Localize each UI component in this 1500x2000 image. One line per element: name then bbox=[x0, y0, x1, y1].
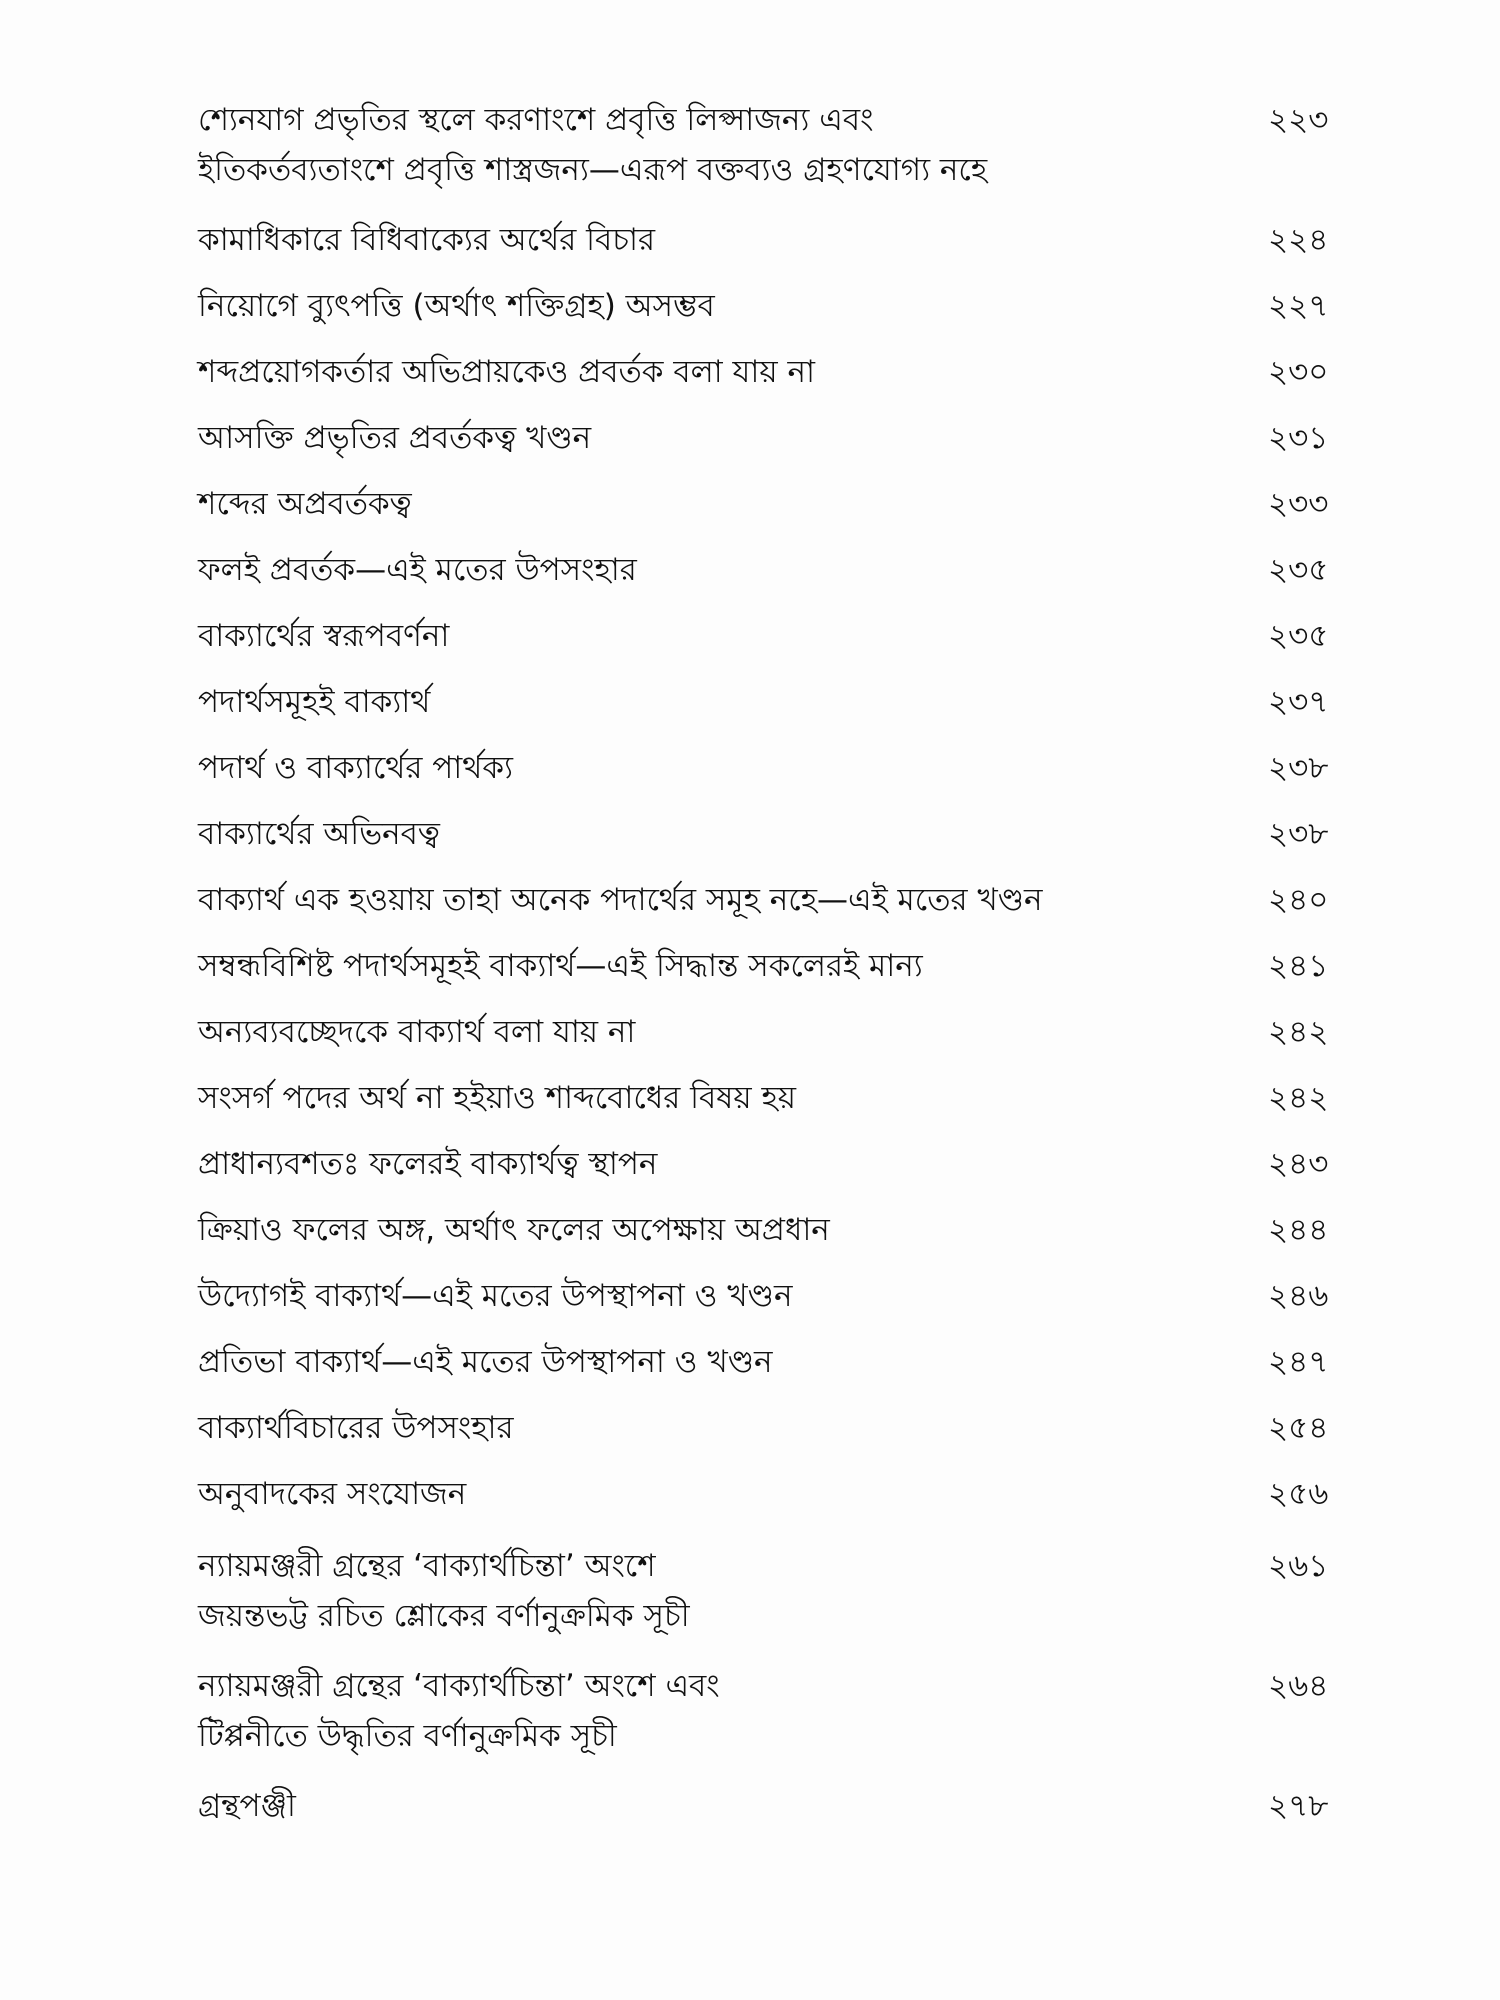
toc-entry-title-line: ইতিকর্তব্যতাংশে প্রবৃত্তি শাস্ত্রজন্য—এরূপ বক্তব্যও গ্রহণযোগ্য নহে bbox=[198, 152, 988, 188]
toc-entry-title bbox=[198, 1139, 657, 1189]
toc-entry-title-line: জয়ন্তভট্ট রচিত শ্লোকের বর্ণানুক্রমিক সূচী bbox=[198, 1598, 690, 1634]
toc-entry-page-number: ২৩৭ bbox=[1268, 684, 1329, 720]
toc-entry bbox=[198, 1781, 1348, 1847]
toc-entry bbox=[198, 611, 1348, 677]
toc-entry-page-number: ২২৭ bbox=[1268, 288, 1329, 324]
toc-entry-title bbox=[198, 1469, 466, 1519]
toc-entry-title bbox=[198, 809, 440, 859]
toc-entry bbox=[198, 479, 1348, 545]
toc-entry-title-line: গ্রন্থপঞ্জী bbox=[198, 1788, 296, 1824]
toc-entry-page-number: ২৩৩ bbox=[1268, 486, 1329, 522]
toc-entry-title-line: উদ্যোগই বাক্যার্থ—এই মতের উপস্থাপনা ও খণ্ডন bbox=[198, 1278, 793, 1314]
toc-entry-title-line: অনুবাদকের সংযোজন bbox=[198, 1476, 467, 1512]
toc-entry-title bbox=[198, 95, 987, 195]
toc-entry-title-line: প্রতিভা বাক্যার্থ—এই মতের উপস্থাপনা ও খণ্ডন bbox=[198, 1344, 773, 1380]
toc-entry-page-number: ২৫৪ bbox=[1268, 1410, 1329, 1446]
toc-entry bbox=[198, 809, 1348, 875]
toc-entry-page-number: ২২৩ bbox=[1268, 102, 1329, 138]
toc-entry-page-number: ২৪১ bbox=[1268, 948, 1329, 984]
toc-entry-title-line: ফলই প্রবর্তক—এই মতের উপসংহার bbox=[198, 552, 637, 588]
toc-entry-title bbox=[198, 875, 1043, 925]
toc-entry-title bbox=[198, 941, 923, 991]
toc-entry-title-line: বাক্যার্থের স্বরূপবর্ণনা bbox=[198, 618, 450, 654]
toc-entry-title bbox=[198, 677, 430, 727]
toc-entry-title bbox=[198, 1337, 773, 1387]
toc-entry-title bbox=[198, 1073, 796, 1123]
toc-entry-title-line: বাক্যার্থ এক হওয়ায় তাহা অনেক পদার্থের সমূহ নহে—এই মতের খণ্ডন bbox=[198, 882, 1043, 918]
toc-entry-title bbox=[198, 281, 715, 331]
toc-entry-title bbox=[198, 413, 591, 463]
toc-entry-title-line: বাক্যার্থবিচারের উপসংহার bbox=[198, 1410, 514, 1446]
toc-entry bbox=[198, 413, 1348, 479]
toc-entry-page-number: ২৪৭ bbox=[1268, 1344, 1329, 1380]
toc-entry-title-line: অন্যব্যবচ্ছেদকে বাক্যার্থ বলা যায় না bbox=[198, 1014, 636, 1050]
toc-entry-page-number: ২৬১ bbox=[1268, 1548, 1329, 1584]
toc-entry-title-line: শব্দের অপ্রবর্তকত্ব bbox=[198, 486, 412, 522]
toc-entry bbox=[198, 1007, 1348, 1073]
toc-entry bbox=[198, 95, 1348, 215]
toc-entry bbox=[198, 1205, 1348, 1271]
toc-entry-title bbox=[198, 1007, 635, 1057]
toc-entry-title bbox=[198, 1403, 514, 1453]
toc-entry-page-number: ২৪৪ bbox=[1268, 1212, 1329, 1248]
toc-entry-title-line: বাক্যার্থের অভিনবত্ব bbox=[198, 816, 440, 852]
toc-entry-title bbox=[198, 1271, 792, 1321]
toc-entry-title-line: শ্যেনযাগ প্রভৃতির স্থলে করণাংশে প্রবৃত্তি লিপ্সাজন্য এবং bbox=[198, 102, 874, 138]
toc-entry-title bbox=[198, 1205, 830, 1255]
toc-entry-title-line: কামাধিকারে বিধিবাক্যের অর্থের বিচার bbox=[198, 222, 655, 258]
toc-entry-title bbox=[198, 347, 815, 397]
toc-entry-title-line: সম্বন্ধবিশিষ্ট পদার্থসমূহই বাক্যার্থ—এই সিদ্ধান্ত সকলেরই মান্য bbox=[198, 948, 923, 984]
toc-entry-title bbox=[198, 1541, 690, 1641]
toc-entry bbox=[198, 545, 1348, 611]
table-of-contents bbox=[198, 95, 1348, 1847]
toc-entry-title bbox=[198, 545, 637, 595]
toc-entry-title-line: ক্রিয়াও ফলের অঙ্গ, অর্থাৎ ফলের অপেক্ষায় অপ্রধান bbox=[198, 1212, 830, 1248]
toc-entry bbox=[198, 941, 1348, 1007]
toc-entry-page-number: ২৪২ bbox=[1268, 1080, 1329, 1116]
toc-entry-page-number: ২৭৮ bbox=[1268, 1788, 1329, 1824]
toc-entry bbox=[198, 281, 1348, 347]
toc-entry-page-number: ২৫৬ bbox=[1268, 1476, 1329, 1512]
toc-entry-title-line: ন্যায়মঞ্জরী গ্রন্থের ‘বাক্যার্থচিন্তা’ অংশে bbox=[198, 1548, 656, 1584]
toc-entry bbox=[198, 677, 1348, 743]
toc-entry-title bbox=[198, 1661, 720, 1761]
toc-entry-page-number: ২৩১ bbox=[1268, 420, 1329, 456]
toc-entry bbox=[198, 1403, 1348, 1469]
toc-entry-page-number: ২৪০ bbox=[1268, 882, 1329, 918]
toc-entry bbox=[198, 875, 1348, 941]
toc-entry-page-number: ২৩৫ bbox=[1268, 552, 1329, 588]
toc-entry bbox=[198, 215, 1348, 281]
toc-entry bbox=[198, 1271, 1348, 1337]
toc-entry-title bbox=[198, 479, 412, 529]
toc-entry-page-number: ২৩০ bbox=[1268, 354, 1329, 390]
toc-entry bbox=[198, 347, 1348, 413]
toc-entry-title-line: সংসর্গ পদের অর্থ না হইয়াও শাব্দবোধের বিষয় হয় bbox=[198, 1080, 797, 1116]
toc-entry-title-line: পদার্থসমূহই বাক্যার্থ bbox=[198, 684, 431, 720]
toc-entry bbox=[198, 1337, 1348, 1403]
toc-entry-title bbox=[198, 215, 655, 265]
toc-entry bbox=[198, 1073, 1348, 1139]
toc-entry-title-line: পদার্থ ও বাক্যার্থের পার্থক্য bbox=[198, 750, 514, 786]
toc-entry-page-number: ২৬৪ bbox=[1268, 1668, 1329, 1704]
toc-entry-page-number: ২৪৩ bbox=[1268, 1146, 1329, 1182]
toc-entry-title bbox=[198, 611, 449, 661]
toc-entry-title-line: শব্দপ্রয়োগকর্তার অভিপ্রায়কেও প্রবর্তক বলা যায় না bbox=[198, 354, 815, 390]
toc-entry bbox=[198, 1139, 1348, 1205]
toc-entry bbox=[198, 1661, 1348, 1781]
toc-entry-title-line: ন্যায়মঞ্জরী গ্রন্থের ‘বাক্যার্থচিন্তা’ অংশে এবং bbox=[198, 1668, 720, 1704]
toc-entry-page-number: ২৩৫ bbox=[1268, 618, 1329, 654]
toc-entry-page-number: ২৪৬ bbox=[1268, 1278, 1329, 1314]
toc-entry-title-line: টিপ্পনীতে উদ্ধৃতির বর্ণানুক্রমিক সূচী bbox=[198, 1718, 617, 1754]
toc-entry-page-number: ২৩৮ bbox=[1268, 816, 1329, 852]
toc-entry-title bbox=[198, 743, 513, 793]
toc-entry-title-line: আসক্তি প্রভৃতির প্রবর্তকত্ব খণ্ডন bbox=[198, 420, 592, 456]
toc-entry-page-number: ২৪২ bbox=[1268, 1014, 1329, 1050]
toc-entry-page-number: ২২৪ bbox=[1268, 222, 1329, 258]
toc-entry bbox=[198, 1541, 1348, 1661]
toc-entry-page-number: ২৩৮ bbox=[1268, 750, 1329, 786]
toc-entry bbox=[198, 1469, 1348, 1541]
toc-entry-title-line: নিয়োগে ব্যুৎপত্তি (অর্থাৎ শক্তিগ্রহ) অসম্ভব bbox=[198, 288, 715, 324]
toc-entry bbox=[198, 743, 1348, 809]
toc-entry-title bbox=[198, 1781, 296, 1831]
toc-entry-title-line: প্রাধান্যবশতঃ ফলেরই বাক্যার্থত্ব স্থাপন bbox=[198, 1146, 658, 1182]
